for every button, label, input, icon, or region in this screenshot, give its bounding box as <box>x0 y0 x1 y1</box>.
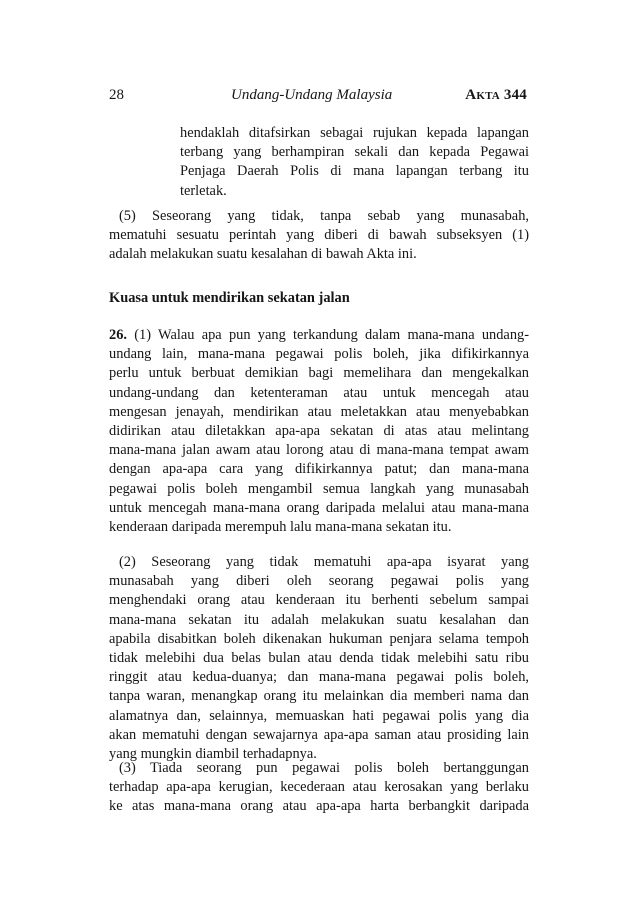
section-26 <box>109 326 529 537</box>
text-line: munasabah yang diberi oleh seorang pegawai polis yang <box>109 573 529 590</box>
section-heading: Kuasa untuk mendirikan sekatan jalan <box>109 290 350 306</box>
text-line: mana-mana jalan awam atau lorong atau di mana-mana tempat awam <box>109 442 529 459</box>
text-line: ringgit atau kedua-duanya; dan mana-mana pegawai polis boleh, <box>109 669 529 686</box>
text-line: undang lain, mana-mana pegawai polis boleh, jika difikirkannya <box>109 346 529 363</box>
act-number: 344 <box>503 87 527 103</box>
text-line: apabila disabitkan boleh dikenakan hukuman penjara selama tempoh <box>109 630 529 647</box>
act-prefix: A <box>465 87 477 103</box>
text-line: terletak. <box>180 182 227 199</box>
section-first-line: (1) Walau apa pun yang terkandung dalam mana-mana undang- <box>127 327 529 343</box>
text-line: pegawai polis boleh mengambil semua langkah yang munasabah <box>109 480 529 497</box>
text-line: mematuhi sesuatu perintah yang diberi di bawah subseksyen (1) <box>109 227 529 244</box>
text-line: adalah melakukan suatu kesalahan di bawah Akta ini. <box>109 246 417 263</box>
text-line: ke atas mana-mana orang atau apa-apa harta berbangkit daripada <box>109 798 529 815</box>
text-line: akan mematuhi dengan sewajarnya apa-apa saman atau prosiding lain <box>109 726 529 743</box>
section-number: 26. <box>109 327 127 343</box>
text-line: (3) Tiada seorang pun pegawai polis boleh bertanggungan <box>119 760 529 776</box>
text-line <box>109 326 529 345</box>
subsection-3 <box>109 759 529 817</box>
act-small-caps: KTA <box>476 90 500 102</box>
text-line: yang mungkin diambil terhadapnya. <box>109 746 317 763</box>
text-line: (5) Seseorang yang tidak, tanpa sebab yang munasabah, <box>119 208 529 224</box>
page-number: 28 <box>109 87 124 103</box>
text-line: mengesan jenayah, mendirikan atau meletakkan atau menyebabkan <box>109 403 529 420</box>
subsection-5 <box>109 207 529 265</box>
paragraph-continuation <box>180 124 529 201</box>
text-line: Penjaga Daerah Polis di mana lapangan terbang itu <box>180 163 529 180</box>
text-line: untuk mencegah mana-mana orang daripada melalui atau mana-mana <box>109 499 529 516</box>
text-line: perlu untuk berbuat demikian bagi memelihara dan mengekalkan <box>109 365 529 382</box>
text-line: terbang yang berhampiran sekali dan kepada Pegawai <box>180 144 529 161</box>
text-line: tanpa waran, menangkap orang itu melainkan dia memberi nama dan <box>109 688 529 705</box>
text-line: hendaklah ditafsirkan sebagai rujukan kepada lapangan <box>180 125 529 141</box>
subsection-2 <box>109 553 529 764</box>
text-line: terhadap apa-apa kerugian, kecederaan atau kerosakan yang berlaku <box>109 779 529 796</box>
page-header <box>109 87 529 109</box>
act-reference <box>465 87 527 104</box>
text-line: alamatnya dan, selainnya, memuaskan hati pegawai polis yang dia <box>109 707 529 724</box>
text-line: mana-mana sekatan itu adalah melakukan suatu kesalahan dan <box>109 611 529 628</box>
text-line: undang-undang dan ketenteraman atau untuk mencegah atau <box>109 384 529 401</box>
book-title: Undang-Undang Malaysia <box>231 87 393 103</box>
text-line: tidak melebihi dua belas bulan atau denda tidak melebihi satu ribu <box>109 650 529 667</box>
text-line: kenderaan daripada merempuh lalu mana-mana sekatan itu. <box>109 519 452 536</box>
text-line: dengan apa-apa cara yang difikirkannya patut; dan mana-mana <box>109 461 529 478</box>
text-line: (2) Seseorang yang tidak mematuhi apa-apa isyarat yang <box>119 554 529 570</box>
text-line: didirikan atau diletakkan apa-apa sekatan di atas atau melintang <box>109 423 529 440</box>
text-line: menghendaki orang atau kenderaan itu berhenti sebelum sampai <box>109 592 529 609</box>
